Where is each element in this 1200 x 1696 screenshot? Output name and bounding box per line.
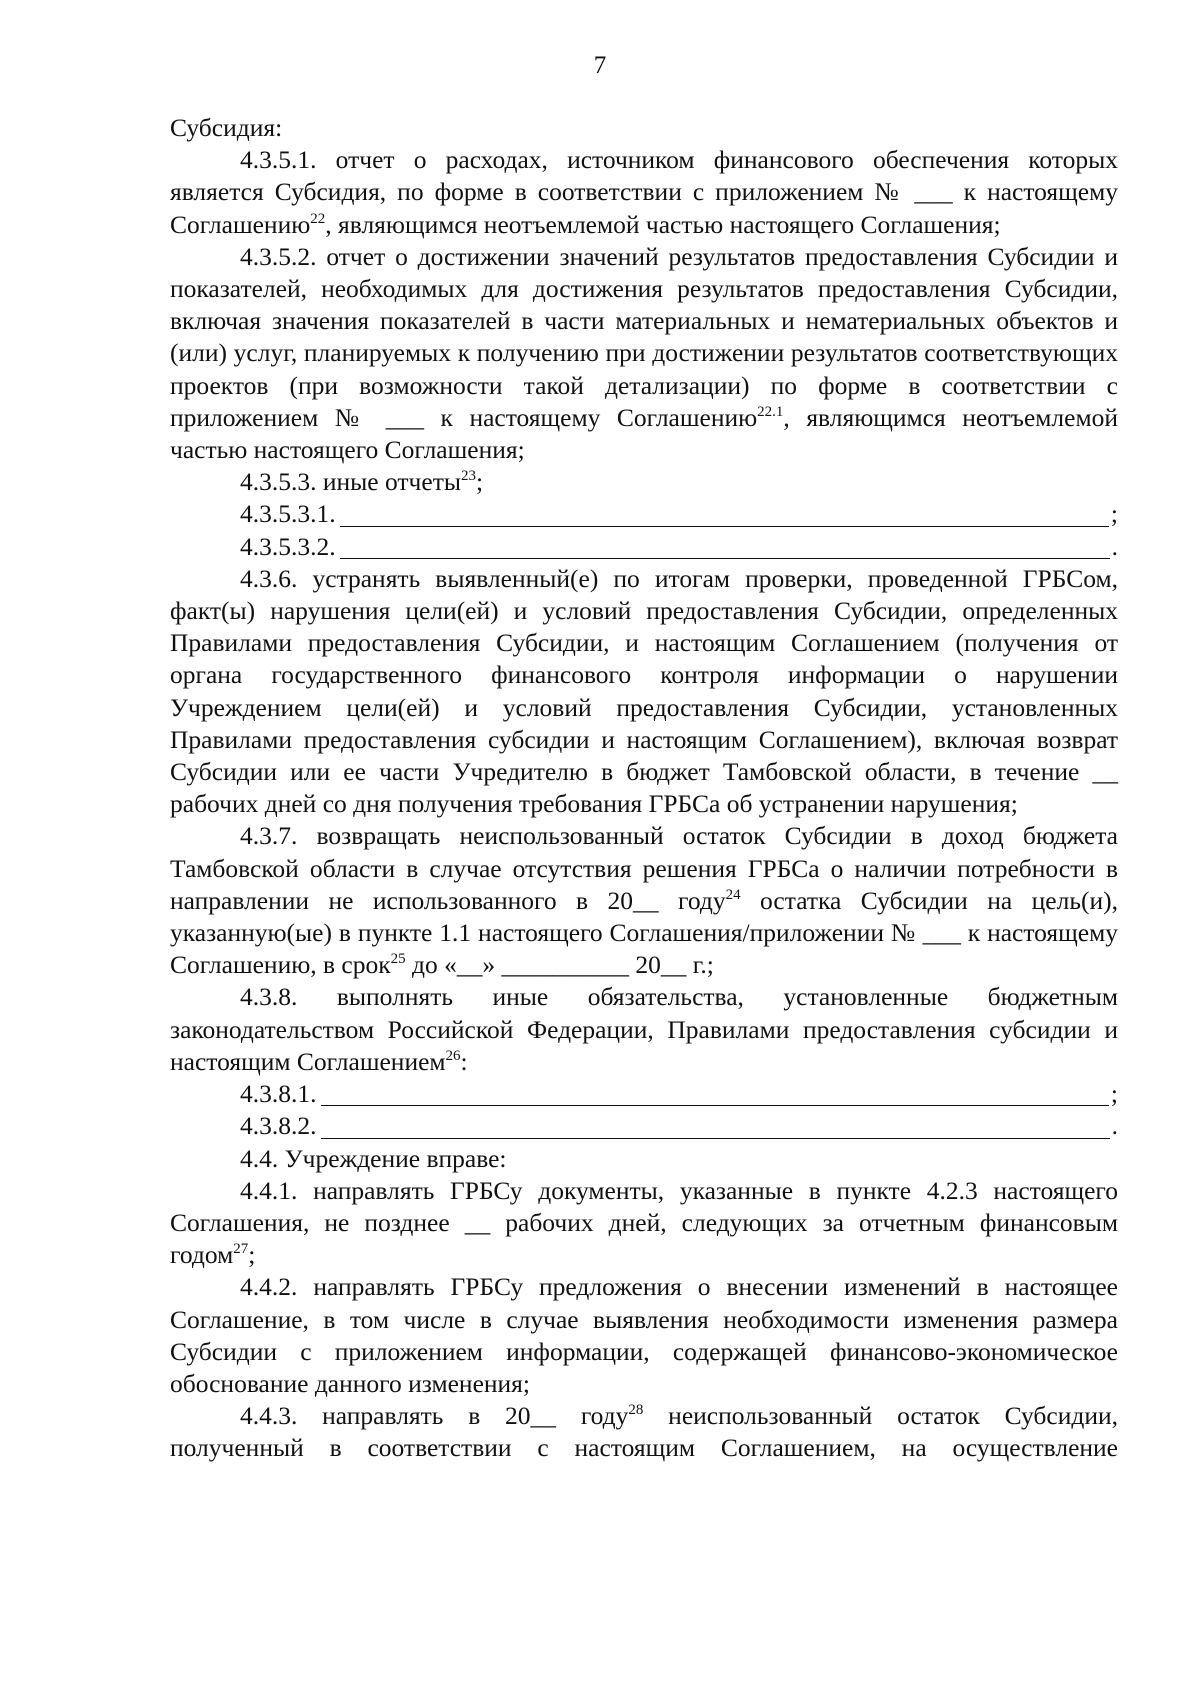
paragraph-4-4: 4.4. Учреждение вправе:: [240, 1143, 507, 1173]
footnote-ref-25: 25: [390, 951, 406, 968]
footnote-ref-27: 27: [233, 1241, 249, 1258]
blank-rule: [340, 534, 1110, 559]
blank-rule: [340, 502, 1109, 527]
paragraph-4-3-8: 4.3.8. выполнять иные обязательства, установленные бюджетным законодательством Российской Федерации, Правилами предоставления субсидии и настоящим Соглашением$^{26}$:: [170, 982, 1118, 1076]
footnote-ref-22-1: 22.1: [757, 403, 784, 420]
paragraph-4-3-6: 4.3.6. устранять выявленный(е) по итогам проверки, проведенной ГРБСом, факт(ы) нарушения цели(ей) и условий предоставления Субсидии, определенных Правилами предоставления Субсидии, и настоящим Соглашением (получения от органа государственного финансового контроля информации о нарушении Учреждением цели(ей) и условий предоставления Субсидии, установленных Правилами предоставления субсидии и настоящим Соглашением), включая возврат Субсидии или ее части Учредителю в бюджет Тамбовской области, в течение __ рабочих дней со дня получения требования ГРБСа об устранении нарушения;: [170, 563, 1118, 819]
paragraph-4-3-5-2: 4.3.5.2. отчет о достижении значений результатов предоставления Субсидии и показателей, необходимых для достижения результатов предоставления Субсидии, включая значения показателей в части материальных и нематериальных объектов и (или) услуг, планируемых к получению при достижении результатов соответствующих проектов (при возможности такой детализации) по форме в соответствии с приложением № ___ к настоящему Соглашению$^{22.1}$, являющимся неотъемлемой частью настоящего Соглашения;: [170, 241, 1118, 465]
footnote-ref-22: 22: [310, 210, 326, 227]
blank-rule: [321, 1114, 1110, 1139]
paragraph-4-4-1: 4.4.1. направлять ГРБСу документы, указанные в пункте 4.2.3 настоящего Соглашения, не позднее __ рабочих дней, следующих за отчетным финансовым годом$^{27}$;: [170, 1175, 1118, 1270]
paragraph-4-4-3: 4.4.3. направлять в 20__ году$^{28}$ неиспользованный остаток Субсидии, полученный в соответствии с настоящим Соглашением, на осуществление: [170, 1401, 1118, 1463]
page-number: 7: [593, 52, 607, 79]
document-body: [170, 112, 1118, 1465]
footnote-ref-23: 23: [460, 468, 476, 485]
fill-line-4-3-5-3-1: 4.3.5.3.1. ;: [240, 499, 1118, 529]
blank-rule: [321, 1081, 1109, 1106]
fill-line-4-3-8-2: 4.3.8.2. .: [240, 1111, 1118, 1141]
paragraph-subsidy-heading: Субсидия:: [170, 113, 283, 142]
fill-line-4-3-5-3-2: 4.3.5.3.2. .: [240, 531, 1118, 561]
footnote-ref-26: 26: [445, 1047, 461, 1064]
footnote-ref-28: 28: [628, 1402, 644, 1419]
fill-line-4-3-8-1: 4.3.8.1. ;: [240, 1079, 1118, 1109]
paragraph-4-3-7: 4.3.7. возвращать неиспользованный остаток Субсидии в доход бюджета Тамбовской области в случае отсутствия решения ГРБСа о наличии потребности в направлении не использованного в 20__ году$^{24}$ остатка Субсидии на цель(и), указанную(ые) в пункте 1.1 настоящего Соглашения/приложении № ___ к настоящему Соглашению, в срок$^{25}$ до «__» __________ 20__ г.;: [170, 821, 1118, 980]
paragraph-4-4-2: 4.4.2. направлять ГРБСу предложения о внесении изменений в настоящее Соглашение, в том числе в случае выявления необходимости изменения размера Субсидии с приложением информации, содержащей финансово-экономическое обоснование данного изменения;: [170, 1272, 1118, 1398]
paragraph-4-3-5-3: 4.3.5.3. иные отчеты$^{23}$;: [240, 467, 484, 497]
footnote-ref-24: 24: [725, 886, 741, 903]
paragraph-4-3-5-1: 4.3.5.1. отчет о расходах, источником финансового обеспечения которых является Субсидия, по форме в соответствии с приложением № ___ к настоящему Соглашению$^{22}$, являющимся неотъемлемой частью настоящего Соглашения;: [170, 145, 1118, 239]
